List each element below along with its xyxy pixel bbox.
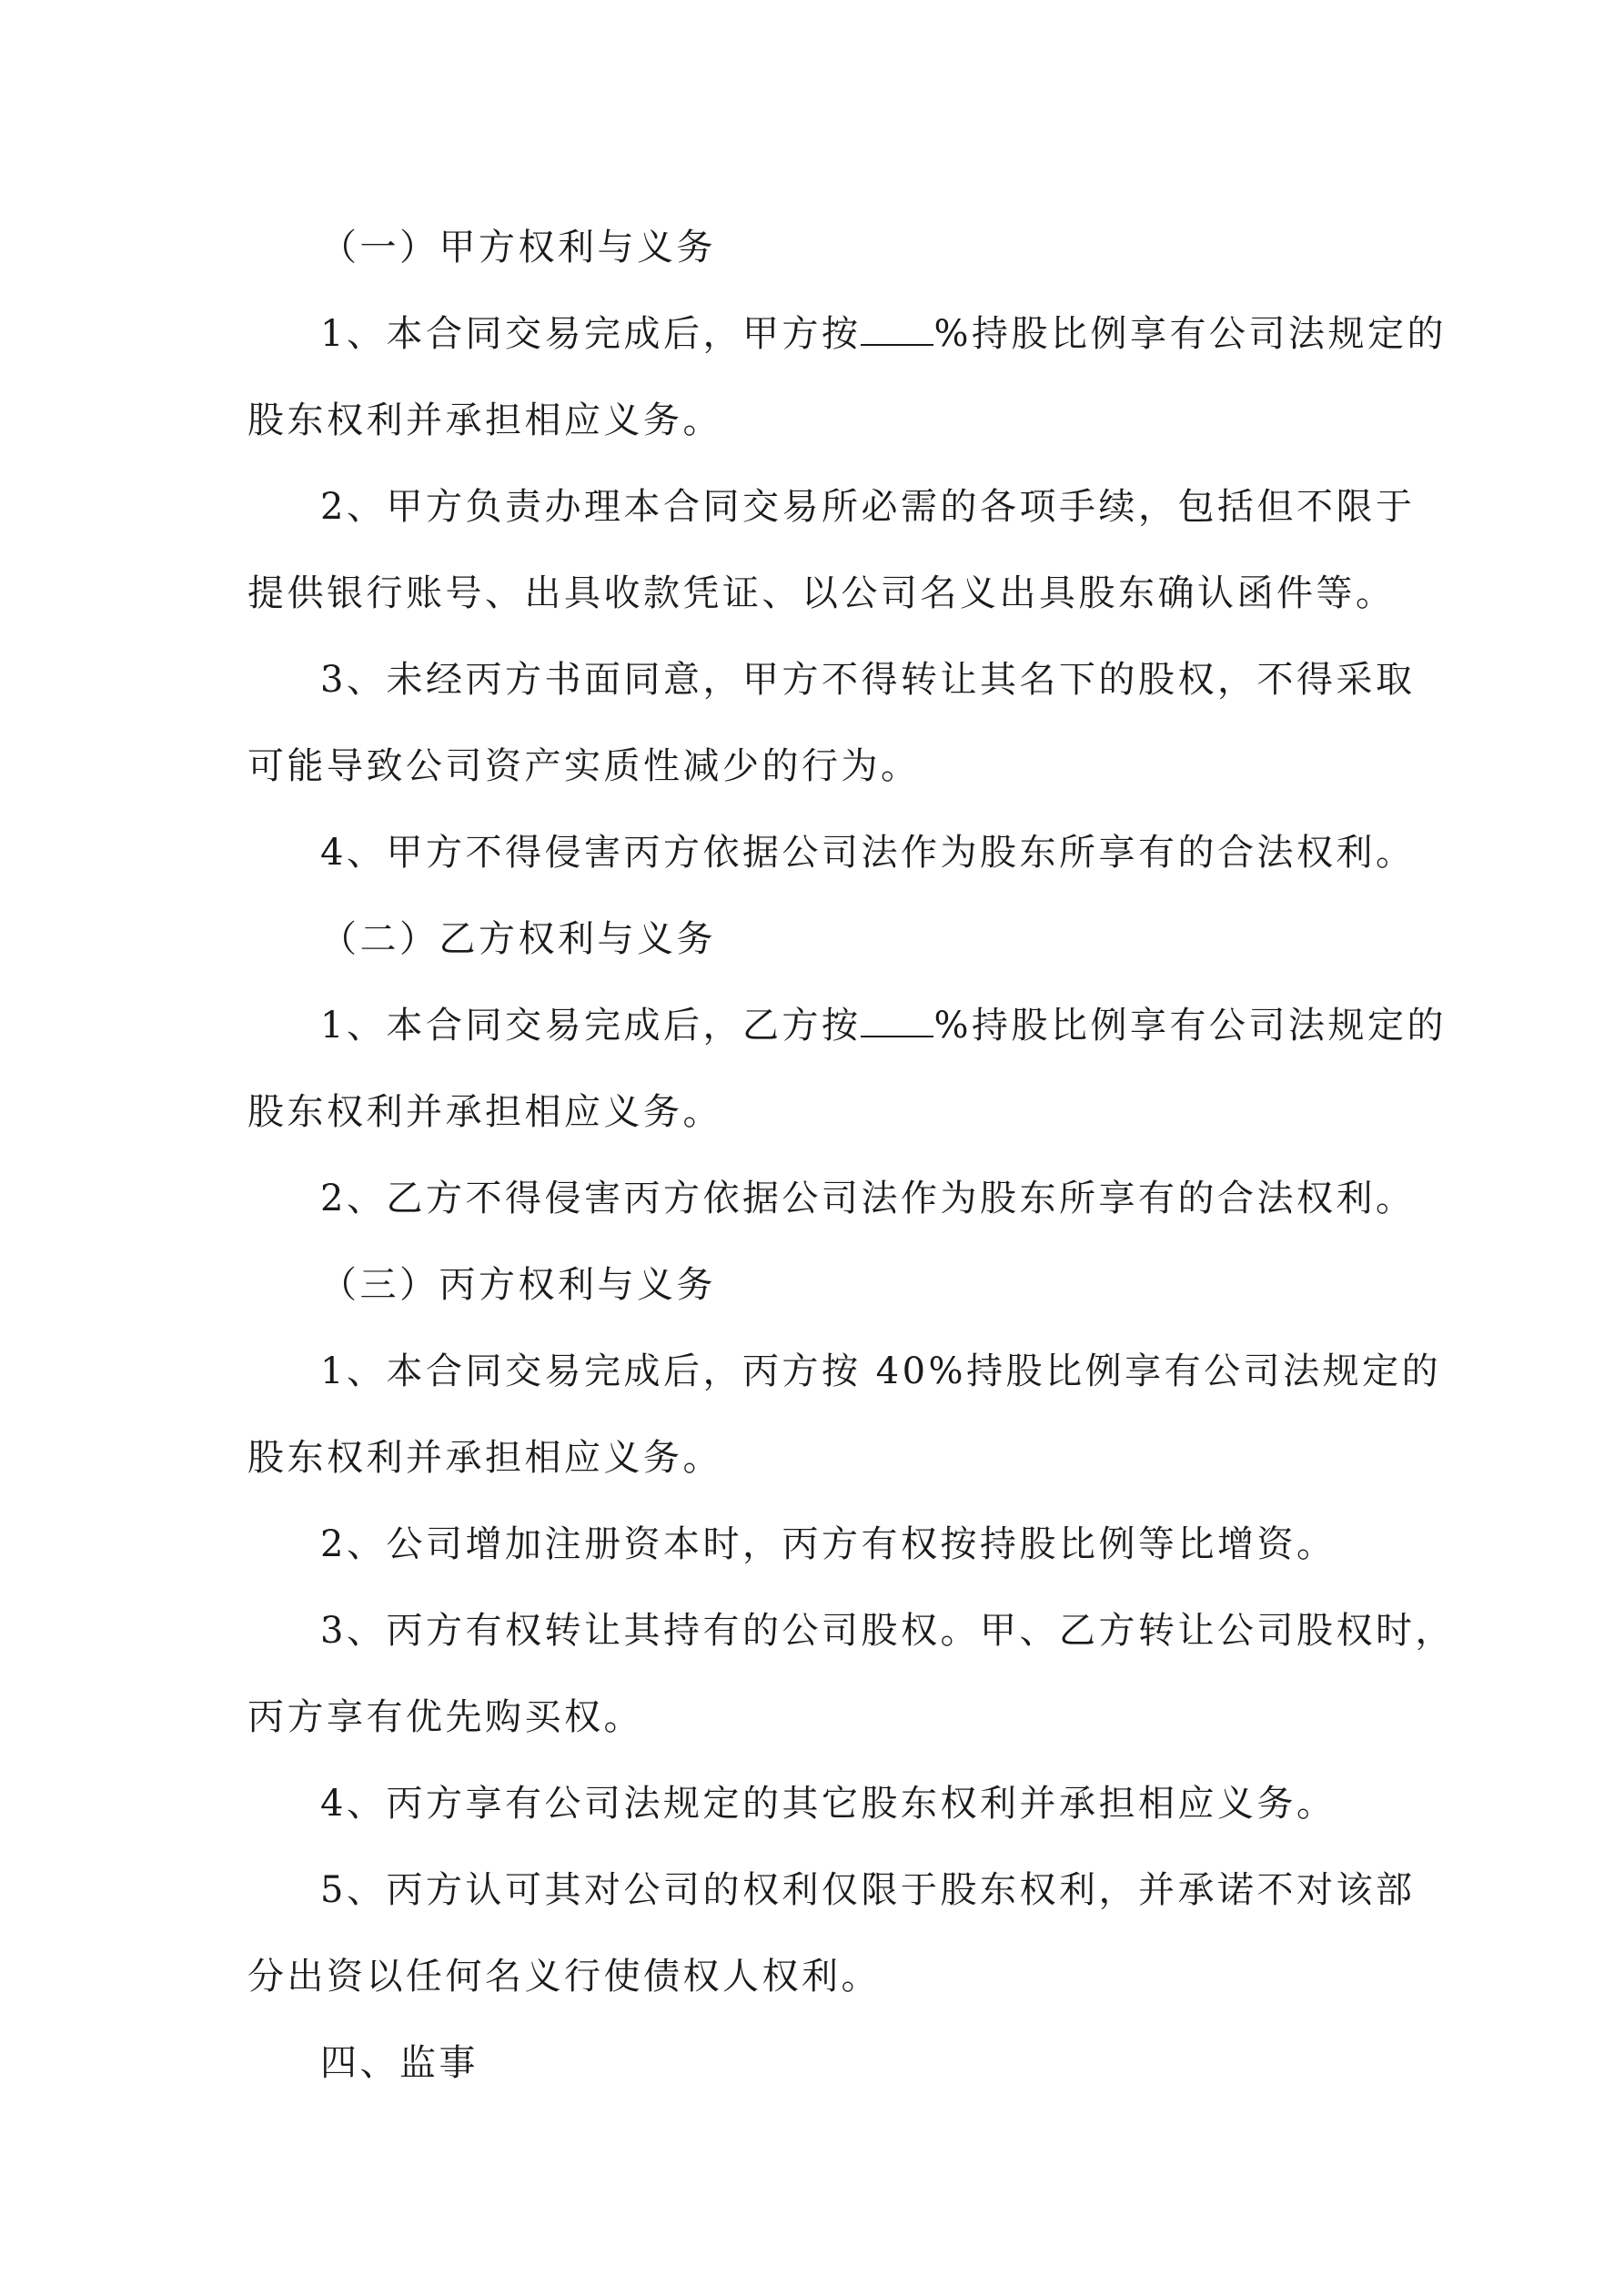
section-heading: （三）丙方权利与义务 <box>320 1264 716 1306</box>
paragraph-continuation: 股东权利并承担相应义务。 <box>247 400 722 441</box>
paragraph-line: 5、丙方认可其对公司的权利仅限于股东权利，并承诺不对该部 <box>320 1869 1416 1911</box>
chapter-heading: 四、监事 <box>320 2042 479 2084</box>
document-body <box>247 205 1455 2107</box>
paragraph-line: 2、甲方负责办理本合同交易所必需的各项手续，包括但不限于 <box>320 486 1416 528</box>
paragraph-continuation: 分出资以任何名义行使债权人权利。 <box>247 1956 881 1998</box>
text-segment: 1、本合同交易完成后，乙方按 <box>320 1005 862 1047</box>
text-segment: %持股比例享有公司法规定的 <box>933 313 1447 355</box>
paragraph-line: 2、公司增加注册资本时，丙方有权按持股比例等比增资。 <box>320 1523 1337 1565</box>
paragraph-continuation: 股东权利并承担相应义务。 <box>247 1091 722 1133</box>
paragraph-line: 3、未经丙方书面同意，甲方不得转让其名下的股权，不得采取 <box>320 659 1416 701</box>
paragraph-line: 3、丙方有权转让其持有的公司股权。甲、乙方转让公司股权时， <box>320 1610 1455 1652</box>
paragraph-continuation: 提供银行账号、出具收款凭证、以公司名义出具股东确认函件等。 <box>247 572 1396 614</box>
paragraph-continuation: 可能导致公司资产实质性减少的行为。 <box>247 745 921 787</box>
fill-in-blank <box>861 1005 933 1037</box>
paragraph-line: 2、乙方不得侵害丙方依据公司法作为股东所享有的合法权利。 <box>320 1178 1416 1219</box>
text-segment: %持股比例享有公司法规定的 <box>933 1005 1447 1047</box>
section-heading: （二）乙方权利与义务 <box>320 918 716 960</box>
paragraph-line <box>247 983 1447 1069</box>
fill-in-blank <box>861 313 933 346</box>
paragraph-continuation: 丙方享有优先购买权。 <box>247 1696 643 1738</box>
paragraph-line: 1、本合同交易完成后，丙方按 40%持股比例享有公司法规定的 <box>320 1350 1442 1392</box>
paragraph-continuation: 股东权利并承担相应义务。 <box>247 1437 722 1479</box>
paragraph-line <box>247 291 1447 378</box>
paragraph-line: 4、丙方享有公司法规定的其它股东权利并承担相应义务。 <box>320 1783 1337 1825</box>
paragraph-line: 4、甲方不得侵害丙方依据公司法作为股东所享有的合法权利。 <box>320 832 1416 874</box>
text-segment: 1、本合同交易完成后，甲方按 <box>320 313 862 355</box>
section-heading: （一）甲方权利与义务 <box>320 227 716 268</box>
